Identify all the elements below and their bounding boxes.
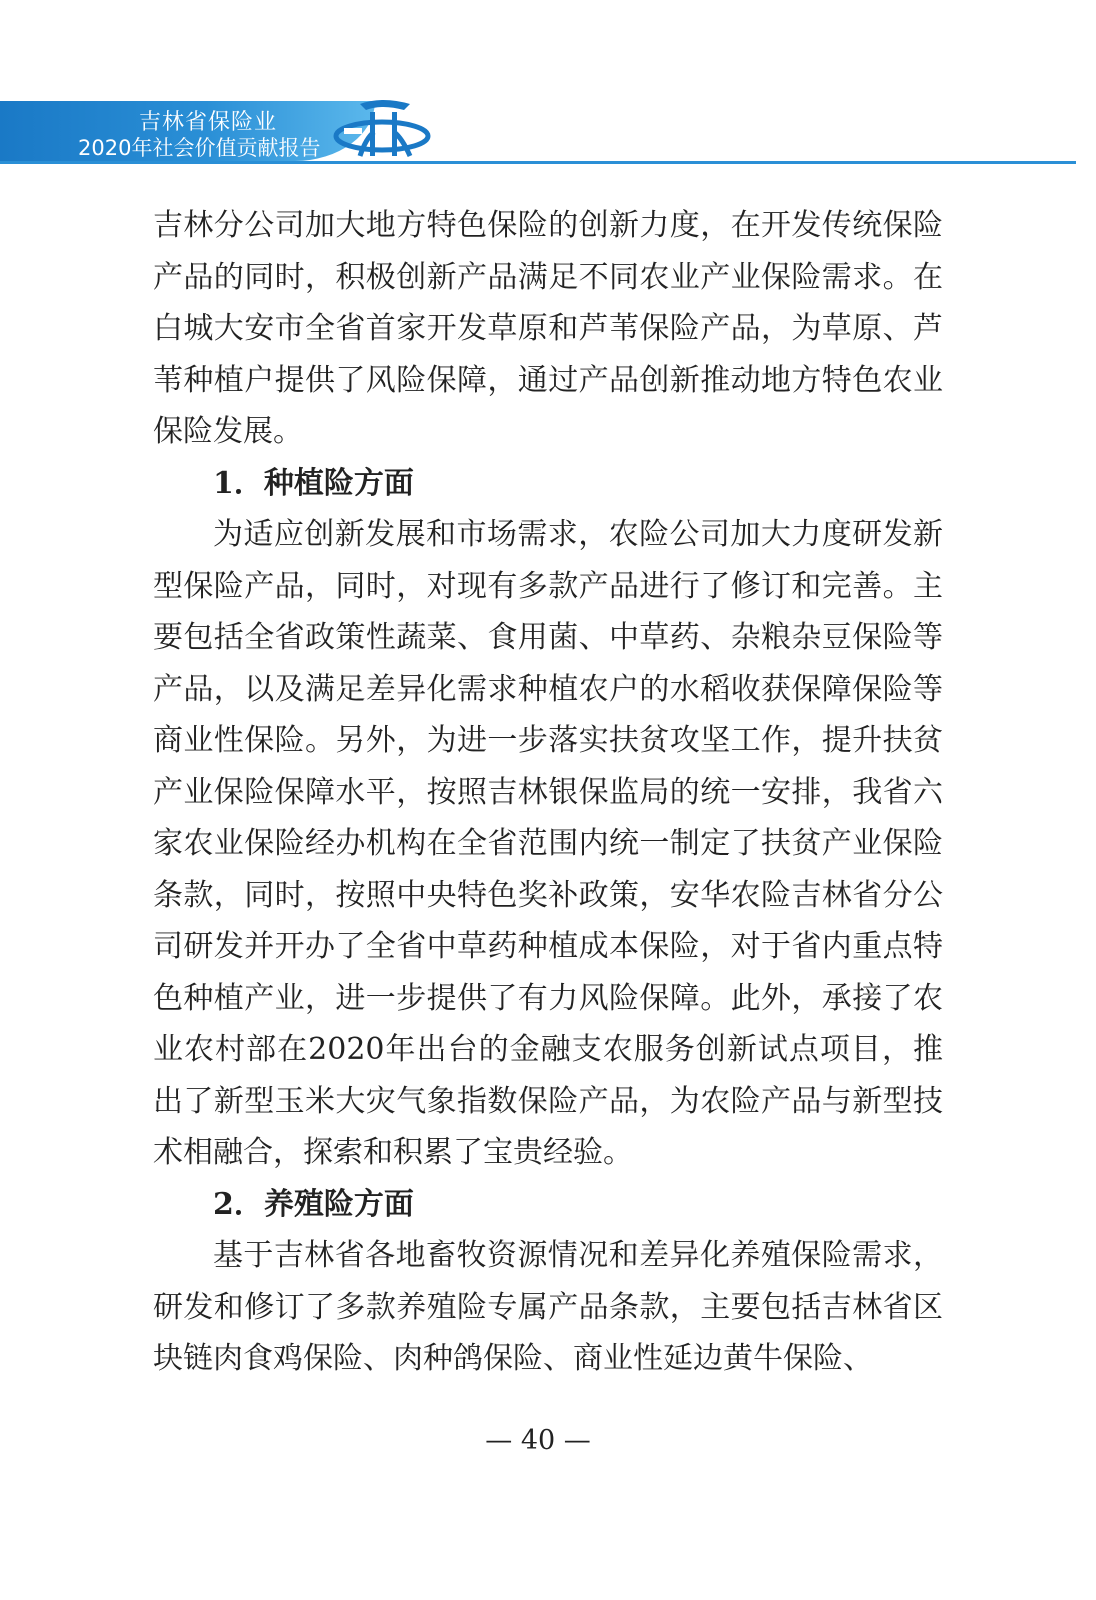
report-title-line1: 吉林省保险业 bbox=[139, 110, 278, 135]
body-paragraph: 吉林分公司加大地方特色保险的创新力度，在开发传统保险产品的同时，积极创新产品满足不同农业产业保险需求。在白城大安市全省首家开发草原和芦苇保险产品，为草原、芦苇种植户提供了风险保障，通过产品创新推动地方特色农业保险发展。 bbox=[153, 208, 943, 449]
page-number: — 40 — bbox=[485, 1425, 591, 1456]
pavilion-logo-icon bbox=[330, 92, 438, 164]
page-header bbox=[0, 0, 1096, 180]
header-divider bbox=[0, 161, 1076, 164]
body-paragraph: 为适应创新发展和市场需求，农险公司加大力度研发新型保险产品，同时，对现有多款产品进行了修订和完善。主要包括全省政策性蔬菜、食用菌、中草药、杂粮杂豆保险等产品，以及满足差异化需求种植农户的水稻收获保障保险等商业性保险。另外，为进一步落实扶贫攻坚工作，提升扶贫产业保险保障水平，按照吉林银保监局的统一安排，我省六家农业保险经办机构在全省范围内统一制定了扶贫产业保险条款，同时，按照中央特色奖补政策，安华农险吉林省分公司研发并开办了全省中草药种植成本保险，对于省内重点特色种植产业，进一步提供了有力风险保障。此外，承接了农业农村部在2020年出台的金融支农服务创新试点项目，推出了新型玉米大灾气象指数保险产品，为农险产品与新型技术相融合，探索和积累了宝贵经验。 bbox=[153, 517, 943, 1170]
report-title-line2: 2020年社会价值贡献报告 bbox=[78, 136, 321, 160]
header-title-banner bbox=[0, 101, 375, 161]
section-heading: 1．种植险方面 bbox=[213, 465, 414, 501]
section-heading: 2．养殖险方面 bbox=[213, 1186, 414, 1222]
body-paragraph: 基于吉林省各地畜牧资源情况和差异化养殖保险需求，研发和修订了多款养殖险专属产品条款，主要包括吉林省区块链肉食鸡保险、肉种鸽保险、商业性延边黄牛保险、 bbox=[153, 1238, 943, 1376]
document-body bbox=[153, 200, 943, 1385]
